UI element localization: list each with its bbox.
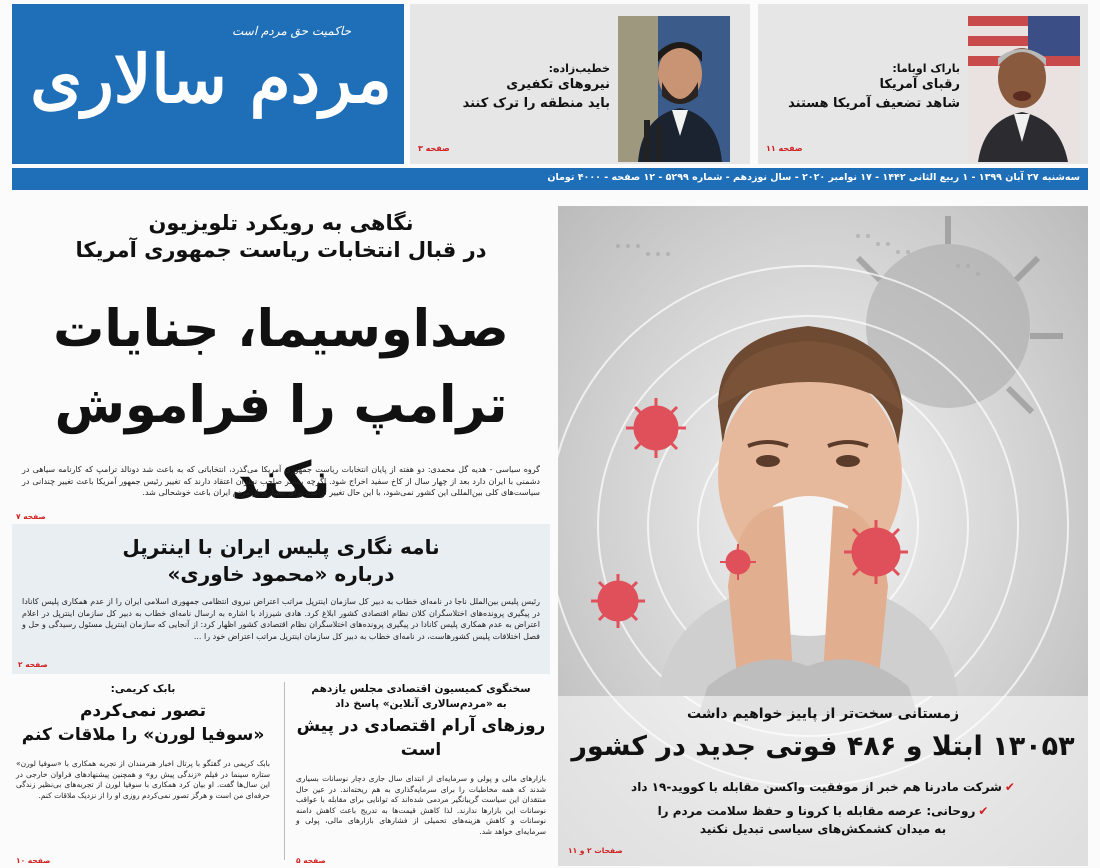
obama-photo — [968, 16, 1080, 162]
check-icon: ✔ — [1004, 780, 1015, 794]
teaser-headline-line: باید منطقه را ترک کنند — [462, 96, 610, 111]
virus-icon — [591, 574, 645, 628]
teaser-page-ref: صفحه ۱۱ — [766, 144, 803, 153]
economy-story[interactable] — [292, 682, 550, 868]
newspaper-logo: مردم سالاری — [30, 40, 392, 118]
main-story-page-ref: صفحه ۷ — [16, 512, 46, 521]
karimi-body: بابک کریمی در گفتگو با پرتال اخبار هنرمندان از تجربه همکاری با «سوفیا لورن» ستاره سینما در فیلم «زندگی پیش رو» و همچنین پیشنهادهای فراوان خارجی در این سال‌ها گفت. او بیان کرد همکاری با سوفیا لورن از تجربه‌های بی‌نظیر زندگی حرفه‌ای من است و هرگز تصور نمی‌کردم روزی او را از نزدیک ملاقات کنم. — [16, 759, 270, 800]
main-story-kicker — [12, 210, 550, 264]
teaser-text — [418, 62, 610, 113]
check-icon: ✔ — [978, 804, 989, 818]
main-headline-line: ترامپ را فراموش نکند — [54, 376, 508, 511]
economy-page-ref: صفحه ۵ — [296, 856, 326, 865]
karimi-headline-line: «سوفیا لورن» را ملاقات کنم — [21, 725, 265, 745]
interpol-page-ref: صفحه ۲ — [18, 660, 48, 669]
left-column — [12, 196, 550, 868]
covid-bullet — [558, 802, 1088, 820]
teaser-obama[interactable] — [758, 4, 1088, 164]
interpol-body: رئیس پلیس بین‌الملل ناجا در نامه‌ای خطاب به دبیر کل سازمان اینترپل مراتب اعتراض نیروی انتظامی جمهوری اسلامی ایران را از عدم همکاری پلیس کانادا در پیگیری پرونده‌های اختلاسگران کلان نظام اقتصادی کشور ابلاغ کرد. هادی شیرزاد با اشاره به ارسال نامه‌ای خطاب به دبیر کل سازمان اینترپل در اعلام اعتراض به عدم همکاری پلیس کانادا در پیگیری پرونده‌های اختلاسگران نظام اقتصادی کشور اظهار کرد: از آنجایی که سازمان اینترپل مسئول رسیدگی و حل و فصل اختلافات پلیس کشورهاست، در نامه‌ای خطاب به دبیر کل سازمان اینترپل مراتب اعتراض خود را ... — [22, 597, 540, 641]
teaser-headline-line: نیروهای تکفیری — [506, 77, 610, 92]
economy-kicker-line: سخنگوی کمیسیون اقتصادی مجلس یازدهم — [311, 683, 531, 695]
interpol-headline-line: نامه نگاری پلیس ایران با اینترپل — [122, 535, 440, 559]
economy-kicker-line: به «مردم‌سالاری آنلاین» پاسخ داد — [335, 698, 507, 710]
karimi-page-ref: صفحه ۱۰ — [16, 856, 51, 865]
interpol-story[interactable] — [12, 524, 550, 674]
dateline-bar: سه‌شنبه ۲۷ آبان ۱۳۹۹ - ۱ ربیع الثانی ۱۴۴۲ - ۱۷ نوامبر ۲۰۲۰ - سال نوزدهم - شماره ۵۲۹۹ - ۱۲ صفحه - ۴۰۰۰ تومان — [12, 168, 1088, 190]
virus-icon — [844, 520, 908, 584]
interpol-headline — [12, 534, 550, 588]
masthead-slogan: حاکمیت حق مردم است — [232, 24, 351, 38]
covid-page-ref: صفحات ۲ و ۱۱ — [568, 846, 623, 855]
teaser-khatibzadeh[interactable] — [410, 4, 750, 164]
main-kicker-line: نگاهی به رویکرد تلویزیون — [148, 211, 414, 235]
khatibzadeh-photo — [618, 16, 730, 162]
covid-bullet-text: روحانی: عرصه مقابله با کرونا و حفظ سلامت مردم را — [657, 804, 976, 818]
covid-photo-story[interactable] — [558, 206, 1088, 866]
main-headline-line: صداوسیما، جنایات — [53, 300, 509, 359]
covid-bullet — [558, 778, 1088, 796]
teaser-kicker: خطیب‌زاده: — [548, 62, 610, 75]
covid-kicker: زمستانی سخت‌تر از پاییز خواهیم داشت — [686, 706, 960, 722]
karimi-story[interactable] — [12, 682, 274, 868]
teaser-headline-line: رقبای آمریکا — [879, 77, 960, 92]
teaser-text — [766, 62, 960, 113]
main-kicker-line: در قبال انتخابات ریاست جمهوری آمریکا — [75, 238, 487, 262]
economy-body: بازارهای مالی و پولی و سرمایه‌ای از ابتدای سال جاری دچار نوسانات بسیاری شدند که همه مخاطبات را برای سرمایه‌گذاری به هم ریخته‌اند. در عین حال منتقدان این سیاست گریبانگیر مردمی شده‌اند که توانایی برای مقابله با عواقب نوسانات این بازارها ندارند. لذا کاهش قیمت‌ها به تدریج باعث کاهش دامنه نوسانات و کاهش هزینه‌های تحمیلی از فشارهای بازارهای مالی، پولی و سرمایه‌ای خواهد شد. — [296, 774, 546, 836]
covid-illustration — [558, 206, 1088, 866]
column-divider — [284, 682, 285, 860]
teaser-kicker: باراک اوباما: — [892, 62, 960, 75]
teaser-headline-line: شاهد تضعیف آمریکا هستند — [788, 96, 960, 111]
teaser-page-ref: صفحه ۳ — [418, 144, 450, 153]
covid-headline: ۱۳۰۵۳ ابتلا و ۴۸۶ فوتی جدید در کشور — [571, 731, 1075, 762]
karimi-kicker: بابک کریمی: — [110, 683, 176, 695]
main-story-body: گروه سیاسی - هدیه گل محمدی: دو هفته از پایان انتخابات ریاست جمهوری آمریکا می‌گذرد، انتخاباتی که به باعث شد دونالد ترامپ که کارنامه سیاهی در دشمنی با ایران دارد بعد از چهار سال از کاخ سفید اخراج شود. اگرچه بیشتر صاحب نظران اعتقاد دارند که تغییر رئیس جمهور آمریکا باعث تغییر چندانی در سیاست‌های کلی بین‌المللی این کشور نمی‌شود، با این حال تغییر ترامپ برای بسیاری از مردم ایران باعث خوشحالی شد. — [22, 465, 540, 497]
covid-bullet-text: شرکت مادرنا هم خبر از موفقیت واکسن مقابله با کووید-۱۹ داد — [631, 780, 1002, 794]
interpol-headline-line: درباره «محمود خاوری» — [167, 562, 395, 586]
covid-bullet-continued: به میدان کشمکش‌های سیاسی تبدیل نکنید — [699, 822, 947, 836]
karimi-headline-line: تصور نمی‌کردم — [79, 701, 207, 721]
virus-icon — [626, 398, 686, 458]
economy-headline: روزهای آرام اقتصادی در پیش است — [296, 716, 546, 760]
masthead — [12, 4, 404, 164]
